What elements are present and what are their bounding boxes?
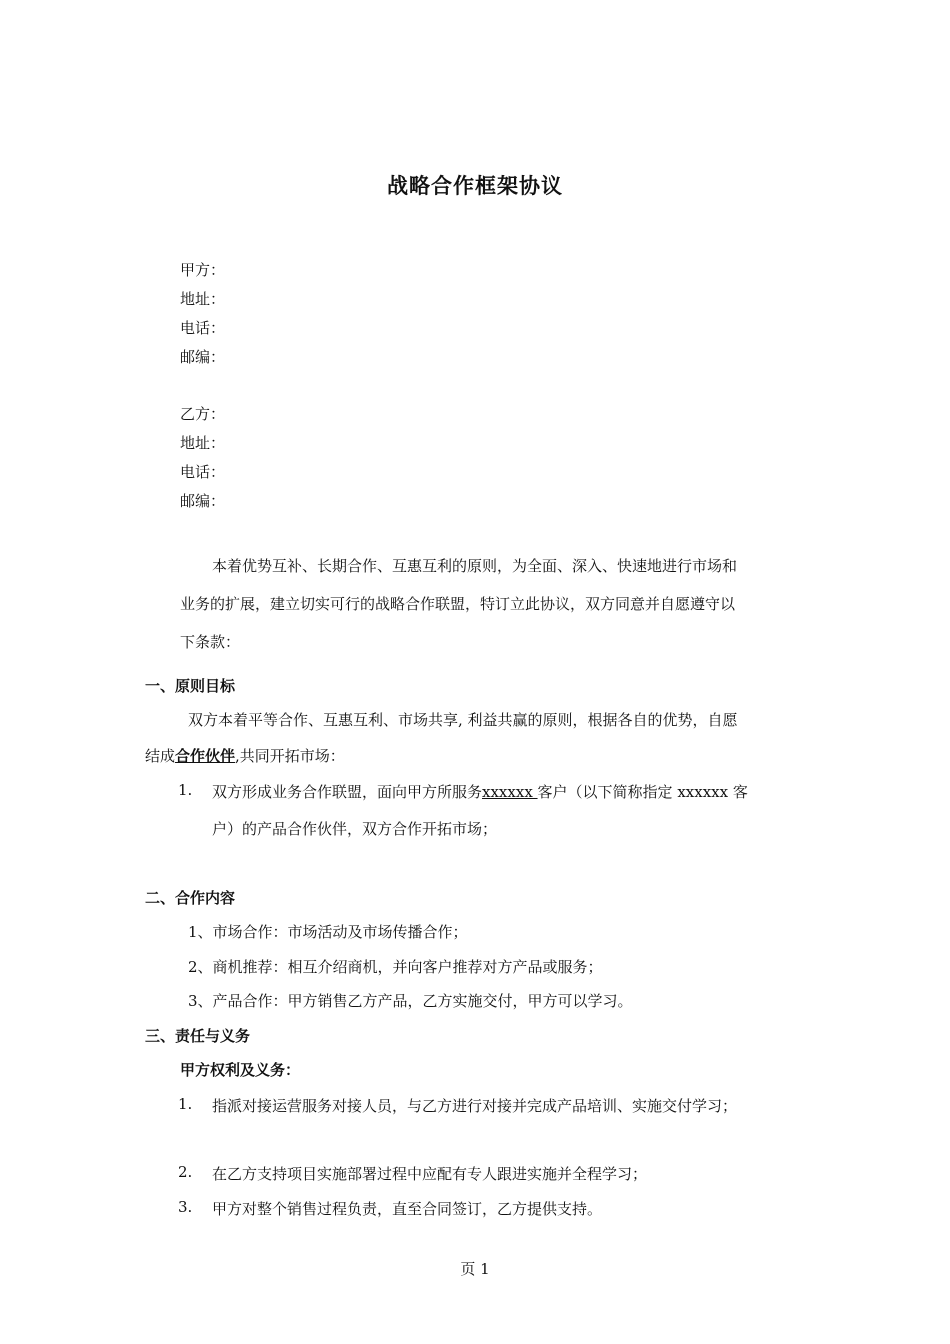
section-3-item-1: 指派对接运营服务对接人员，与乙方进行对接并完成产品培训、实施交付学习； [212, 1097, 738, 1115]
section-3-heading: 三、责任与义务 [145, 1027, 251, 1045]
party-b-postcode: 邮编： [180, 492, 226, 510]
section-3-item-1-number: 1. [178, 1095, 193, 1113]
intro-line-2: 业务的扩展，建立切实可行的战略合作联盟，特订立此协议，双方同意并自愿遵守以 [180, 595, 736, 613]
section-2-item-1: 1、市场合作：市场活动及市场传播合作； [188, 923, 468, 941]
party-b-address: 地址： [180, 434, 226, 452]
party-b-label: 乙方： [180, 405, 226, 423]
section-2-item-2: 2、商机推荐：相互介绍商机，并向客户推荐对方产品或服务； [188, 958, 603, 976]
section-1-item-1-line-1 [212, 781, 748, 802]
section-2-item-3: 3、产品合作：甲方销售乙方产品，乙方实施交付，甲方可以学习。 [188, 992, 633, 1010]
para-text-pre: 结成 [145, 747, 176, 765]
section-1-para-line-1: 双方本着平等合作、互惠互利、市场共享, 利益共赢的原则，根据各自的优势，自愿 [188, 711, 738, 729]
section-3-item-3: 甲方对整个销售过程负责，直至合同签订，乙方提供支持。 [212, 1200, 603, 1218]
item-text-post: 客户（以下简称指定 xxxxxx 客 [537, 783, 748, 801]
section-1-item-1-number: 1. [178, 781, 193, 799]
section-1-heading: 一、原则目标 [145, 677, 236, 695]
party-b-phone: 电话： [180, 463, 226, 481]
intro-line-3: 下条款： [180, 633, 241, 651]
section-3-item-2-number: 2. [178, 1163, 193, 1181]
page-number: 页 1 [460, 1260, 490, 1278]
item-text-pre: 双方形成业务合作联盟，面向甲方所服务 [212, 783, 483, 801]
section-3-item-3-number: 3. [178, 1198, 193, 1216]
partner-emphasis: 合作伙伴 [175, 747, 236, 765]
section-1-para-line-2 [145, 745, 345, 766]
party-a-address: 地址： [180, 290, 226, 308]
section-3-item-2: 在乙方支持项目实施部署过程中应配有专人跟进实施并全程学习； [212, 1165, 648, 1183]
section-1-item-1-line-2: 户）的产品合作伙伴，双方合作开拓市场； [212, 820, 498, 838]
party-a-rights-heading: 甲方权利及义务： [180, 1061, 301, 1079]
customer-blank: xxxxxx [482, 783, 538, 801]
party-a-postcode: 邮编： [180, 348, 226, 366]
document-title: 战略合作框架协议 [387, 174, 563, 198]
party-a-phone: 电话： [180, 319, 226, 337]
section-2-heading: 二、合作内容 [145, 889, 236, 907]
party-a-label: 甲方： [180, 261, 226, 279]
intro-line-1: 本着优势互补、长期合作、互惠互利的原则，为全面、深入、快速地进行市场和 [212, 557, 738, 575]
para-text-post: ,共同开拓市场： [235, 747, 345, 765]
